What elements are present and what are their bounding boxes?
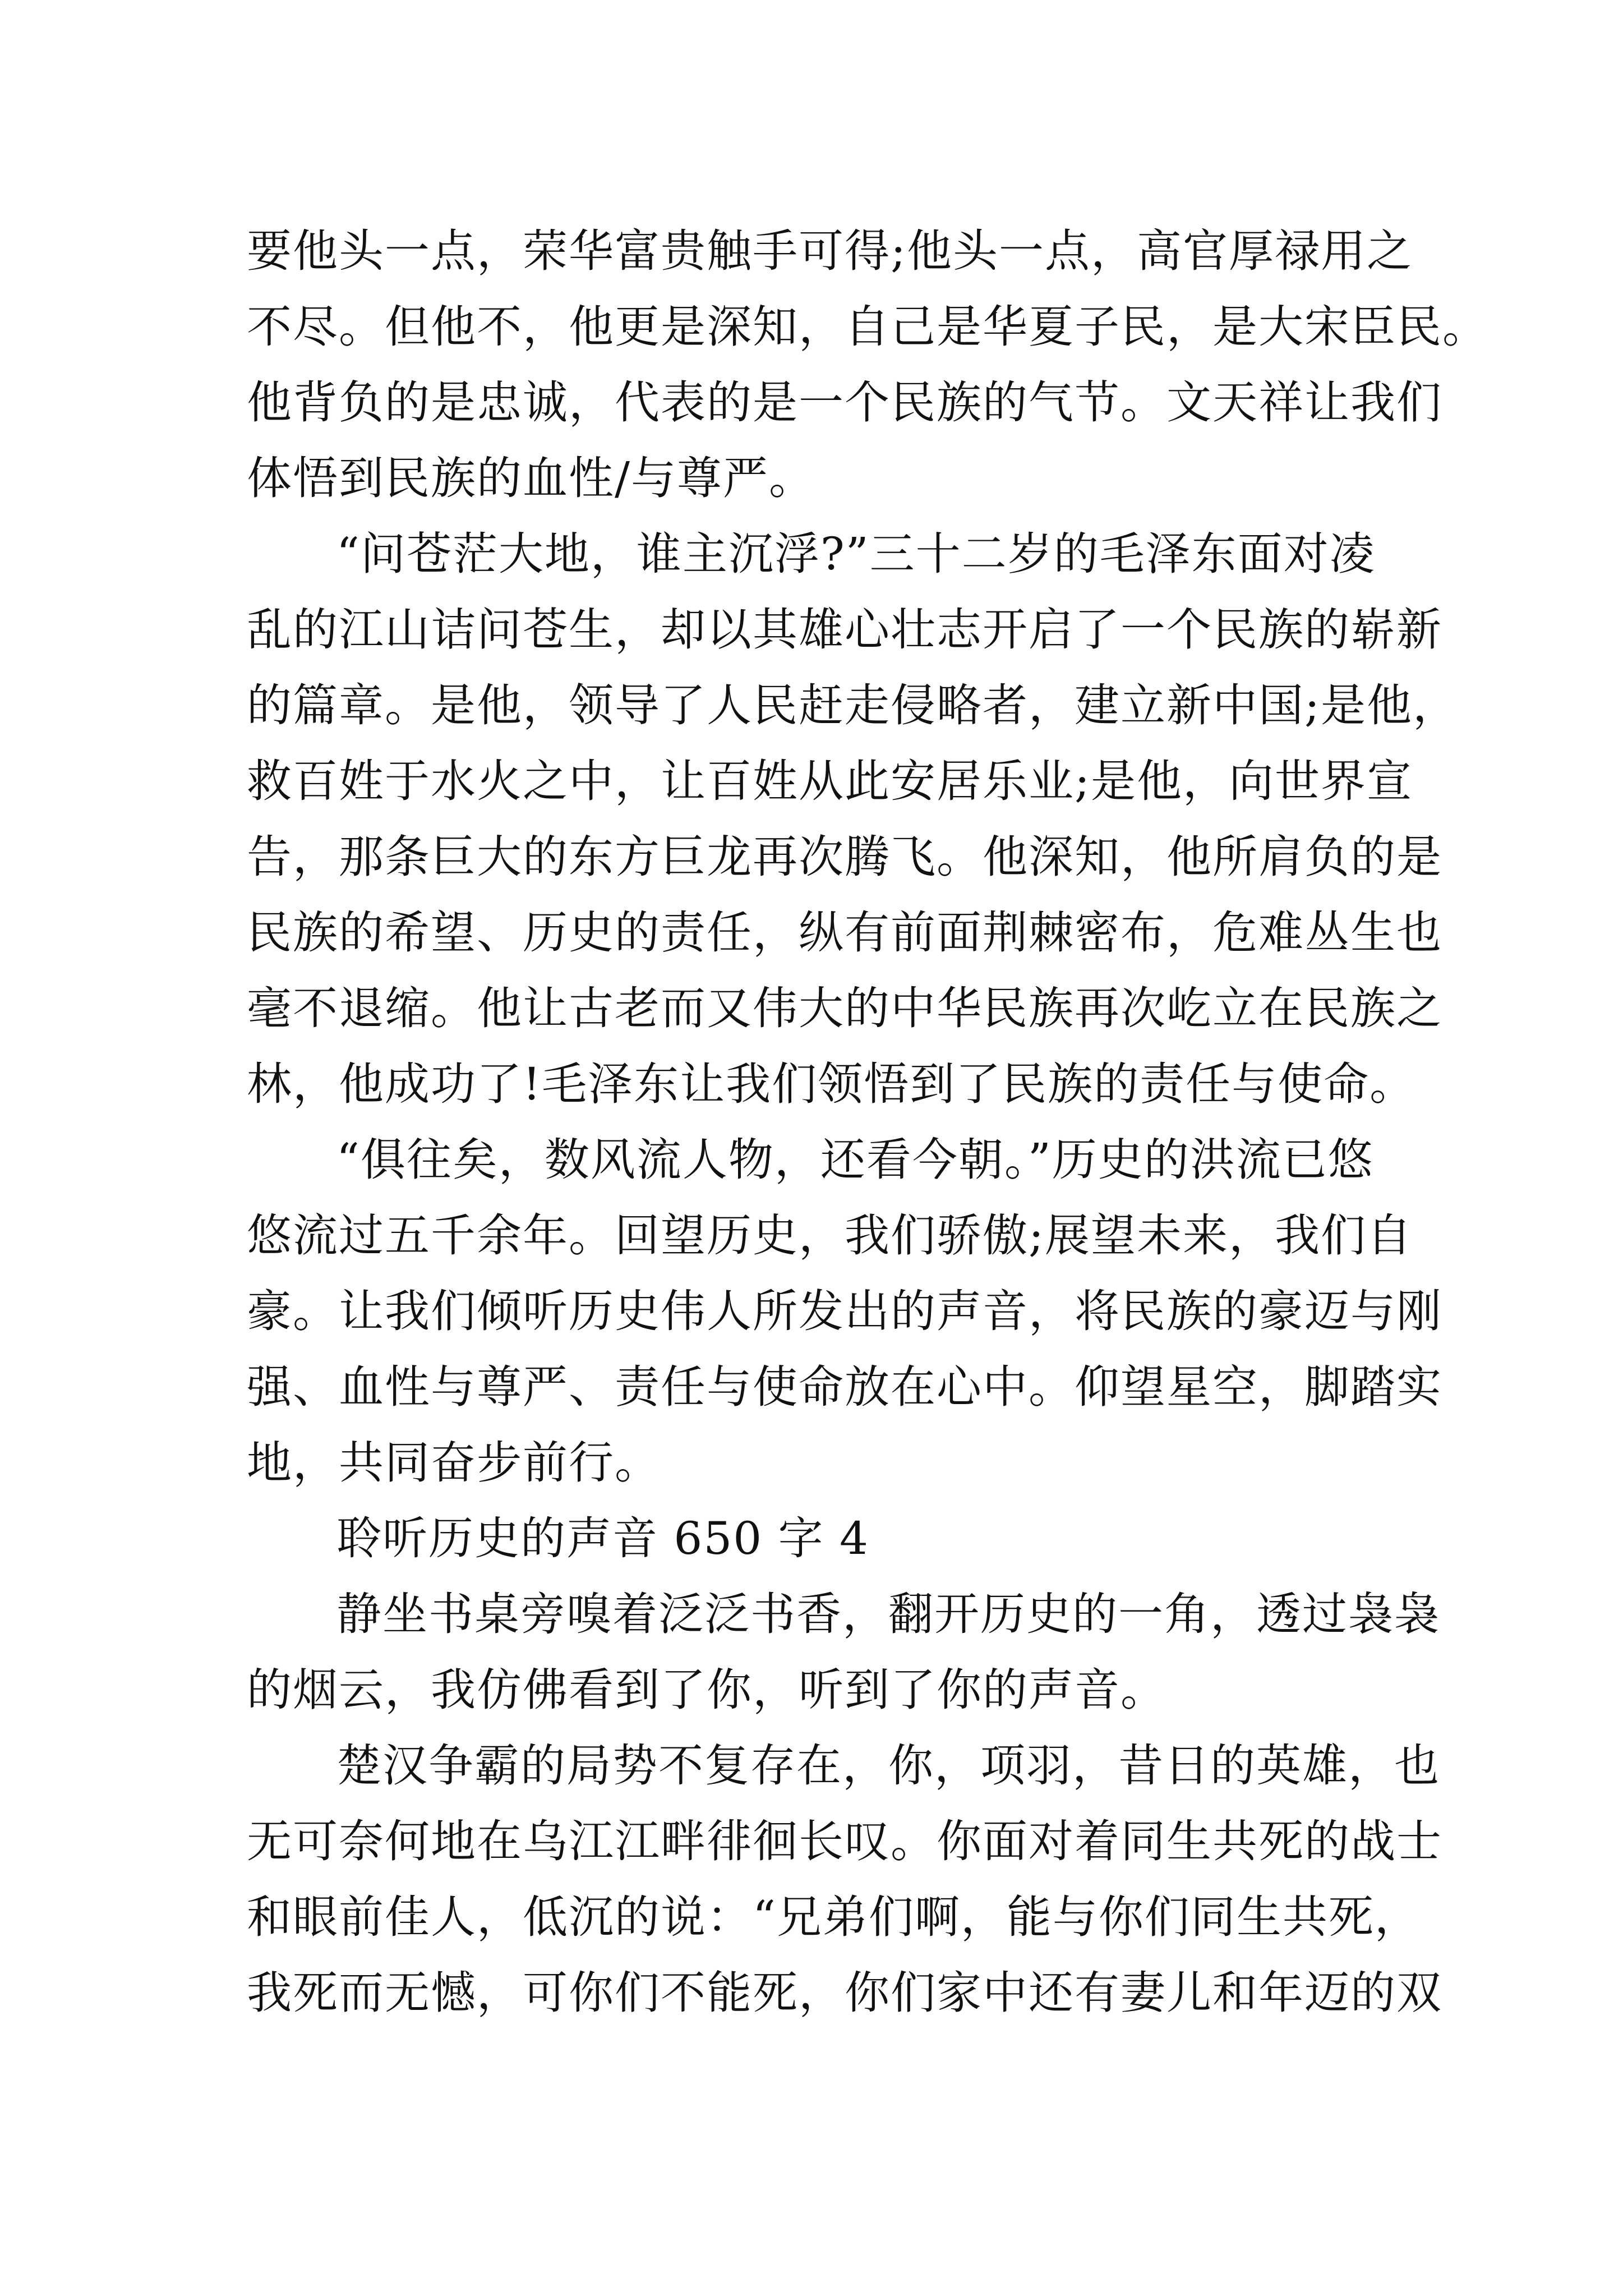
text-line-7: 的篇章。是他，领导了人民赶走侵略者，建立新中国;是他， [247, 679, 1459, 731]
text-line-22: 无可奈何地在乌江江畔徘徊长叹。你面对着同生共死的战士 [247, 1815, 1442, 1867]
text-line-4: 体悟到民族的血性/与尊严。 [247, 452, 815, 504]
text-line-15: 豪。让我们倾听历史伟人所发出的声音，将民族的豪迈与刚 [247, 1285, 1442, 1337]
text-line-20: 的烟云，我仿佛看到了你，听到了你的声音。 [247, 1664, 1166, 1716]
text-line-9: 告，那条巨大的东方巨龙再次腾飞。他深知，他所肩负的是 [247, 831, 1442, 883]
text-line-2: 不尽。但他不，他更是深知，自己是华夏子民，是大宋臣民。 [247, 301, 1488, 353]
text-line-5: “问苍茫大地，谁主沉浮?”三十二岁的毛泽东面对凌 [336, 528, 1376, 580]
text-line-1: 要他头一点，荣华富贵触手可得;他头一点，高官厚禄用之 [247, 225, 1413, 277]
text-line-10: 民族的希望、历史的责任，纵有前面荆棘密布，危难丛生也 [247, 907, 1442, 959]
text-line-19: 静坐书桌旁嗅着泛泛书香，翻开历史的一角，透过袅袅 [336, 1588, 1440, 1640]
text-line-21: 楚汉争霸的局势不复存在，你，项羽，昔日的英雄，也 [336, 1740, 1440, 1792]
section-heading: 聆听历史的声音 650 字 4 [336, 1512, 869, 1565]
text-line-12: 林，他成功了!毛泽东让我们领悟到了民族的责任与使命。 [247, 1058, 1416, 1110]
text-line-23: 和眼前佳人，低沉的说：“兄弟们啊，能与你们同生共死， [247, 1891, 1421, 1943]
text-line-24: 我死而无憾，可你们不能死，你们家中还有妻儿和年迈的双 [247, 1967, 1442, 2019]
text-line-14: 悠流过五千余年。回望历史，我们骄傲;展望未来，我们自 [247, 1209, 1413, 1262]
text-line-11: 毫不退缩。他让古老而又伟大的中华民族再次屹立在民族之 [247, 982, 1442, 1034]
text-line-6: 乱的江山诘问苍生，却以其雄心壮志开启了一个民族的崭新 [247, 604, 1442, 656]
text-line-13: “俱往矣，数风流人物，还看今朝。”历史的洪流已悠 [336, 1134, 1374, 1186]
text-line-3: 他背负的是忠诚，代表的是一个民族的气节。文天祥让我们 [247, 376, 1442, 429]
document-body [247, 213, 1488, 2031]
text-line-17: 地，共同奋步前行。 [247, 1437, 661, 1489]
text-line-8: 救百姓于水火之中，让百姓从此安居乐业;是他，向世界宣 [247, 755, 1413, 807]
text-line-16: 强、血性与尊严、责任与使命放在心中。仰望星空，脚踏实 [247, 1361, 1442, 1413]
